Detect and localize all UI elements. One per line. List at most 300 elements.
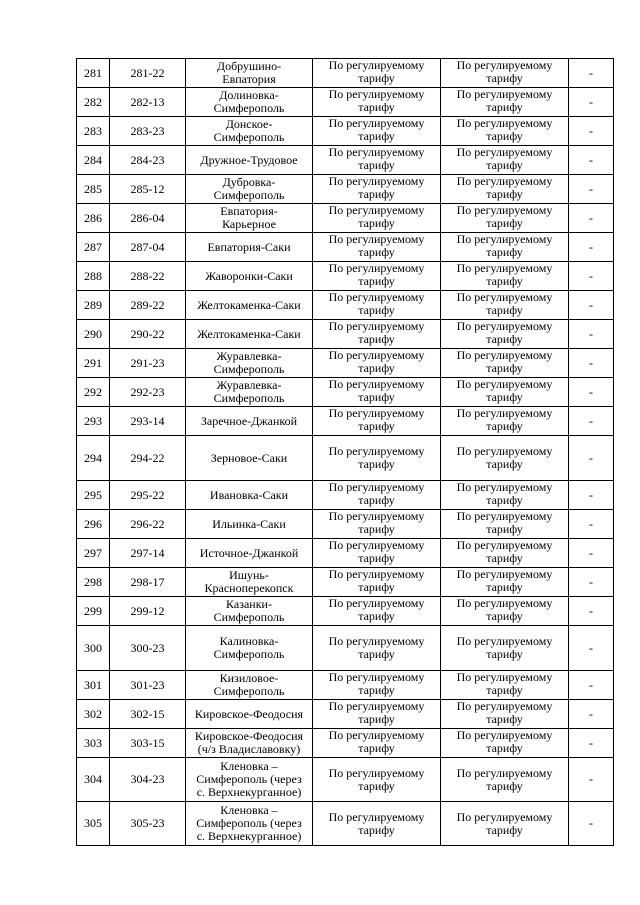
row-number [77,146,110,175]
table-row [77,349,614,378]
tariff-cell-1-text: По регулируемому тарифу [328,480,425,507]
tariff-cell-1 [313,597,441,626]
row-number [77,568,110,597]
tariff-cell-2 [441,758,569,802]
tariff-cell-1 [313,291,441,320]
table-row [77,88,614,117]
row-number-text: 284 [84,152,102,167]
dash-cell-text: - [589,706,593,721]
dash-cell-text: - [589,210,593,225]
table-row [77,626,614,671]
tariff-cell-2 [441,117,569,146]
tariff-cell-1-text: По регулируемому тарифу [328,174,425,201]
tariff-cell-1-text: По регулируемому тарифу [328,203,425,230]
dash-cell [569,117,614,146]
dash-cell-text: - [589,413,593,428]
tariff-cell-1-text: По регулируемому тарифу [328,261,425,288]
route-code-text: 305-23 [130,816,165,830]
dash-cell [569,671,614,700]
tariff-cell-2 [441,671,569,700]
route-code-text: 283-23 [130,123,165,138]
tariff-cell-1 [313,88,441,117]
route-code-text: 285-12 [130,181,165,196]
route-code-text: 295-22 [130,487,165,502]
route-name-text: Желтокаменка-Саки [197,326,301,341]
row-number-text: 287 [84,239,102,254]
route-code-text: 286-04 [130,210,165,225]
tariff-cell-2-text: По регулируемому тарифу [456,348,553,375]
route-name [186,233,313,262]
row-number [77,597,110,626]
dash-cell [569,597,614,626]
row-number-text: 291 [84,355,102,370]
route-name [186,729,313,758]
tariff-cell-1 [313,671,441,700]
tariff-cell-2-text: По регулируемому тарифу [456,809,553,837]
row-number [77,407,110,436]
tariff-cell-1-text: По регулируемому тарифу [328,596,425,623]
tariff-cell-1-text: По регулируемому тарифу [328,634,425,661]
route-name [186,802,313,846]
route-code-text: 303-15 [130,735,165,750]
route-name-text: Евпатория- Карьерное [220,204,278,231]
route-name-text: Источное-Джанкой [199,545,299,560]
table-row [77,262,614,291]
dash-cell-text: - [589,640,593,655]
tariff-cell-1-text: По регулируемому тарифу [328,87,425,114]
dash-cell-text: - [589,384,593,399]
tariff-cell-2-text: По регулируемому тарифу [456,480,553,507]
tariff-cell-2-text: По регулируемому тарифу [456,232,553,259]
dash-cell [569,88,614,117]
tariff-cell-1 [313,320,441,349]
route-name [186,175,313,204]
dash-cell-text: - [589,297,593,312]
dash-cell [569,539,614,568]
row-number [77,481,110,510]
route-name-text: Жаворонки-Саки [205,268,293,283]
route-code-text: 293-14 [130,413,165,428]
tariff-cell-1 [313,626,441,671]
route-name-text: Дружное-Трудовое [200,152,298,167]
tariff-cell-2-text: По регулируемому тарифу [456,699,553,726]
dash-cell-text: - [589,545,593,560]
tariff-cell-1-text: По регулируемому тарифу [328,290,425,317]
row-number-text: 302 [84,706,102,721]
row-number-text: 303 [84,735,102,750]
route-code [110,378,186,407]
route-code [110,407,186,436]
route-code-text: 298-17 [130,574,165,589]
route-code-text: 291-23 [130,355,165,370]
dash-cell [569,802,614,846]
tariff-cell-2 [441,539,569,568]
dash-cell-text: - [589,603,593,618]
dash-cell-text: - [589,677,593,692]
route-name [186,568,313,597]
tariff-cell-2 [441,262,569,291]
tariff-cell-2-text: По регулируемому тарифу [456,87,553,114]
tariff-cell-1 [313,378,441,407]
tariff-cell-1 [313,175,441,204]
row-number-text: 288 [84,268,102,283]
dash-cell-text: - [589,326,593,341]
dash-cell-text: - [589,574,593,589]
route-code [110,88,186,117]
row-number-text: 300 [84,640,102,655]
tariff-cell-2 [441,88,569,117]
row-number [77,671,110,700]
tariff-cell-1-text: По регулируемому тарифу [328,58,425,85]
dash-cell-text: - [589,65,593,80]
route-code-text: 290-22 [130,326,165,341]
route-code-text: 282-13 [130,94,165,109]
route-name [186,436,313,481]
route-name [186,700,313,729]
table-row [77,758,614,802]
row-number [77,510,110,539]
route-name-text: Кировское-Феодосия (ч/з Владиславовку) [194,729,304,756]
row-number [77,700,110,729]
route-name-text: Добрушино- Евпатория [216,59,282,86]
table-row [77,597,614,626]
route-code [110,481,186,510]
route-name-text: Казанки- Симферополь [213,597,285,624]
route-code-text: 296-22 [130,516,165,531]
row-number [77,349,110,378]
tariff-cell-2-text: По регулируемому тарифу [456,116,553,143]
dash-cell [569,626,614,671]
route-name [186,407,313,436]
dash-cell [569,407,614,436]
tariff-cell-2 [441,204,569,233]
tariff-cell-2-text: По регулируемому тарифу [456,58,553,85]
tariff-cell-2 [441,59,569,88]
tariff-cell-1 [313,568,441,597]
routes-table [76,58,614,846]
tariff-cell-1 [313,510,441,539]
route-name [186,671,313,700]
tariff-cell-2 [441,407,569,436]
route-code [110,758,186,802]
row-number [77,729,110,758]
tariff-cell-2 [441,378,569,407]
route-name [186,320,313,349]
tariff-cell-2-text: По регулируемому тарифу [456,634,553,661]
dash-cell [569,378,614,407]
route-name-text: Донское- Симферополь [213,117,285,144]
route-code-text: 302-15 [130,706,165,721]
dash-cell [569,436,614,481]
row-number [77,204,110,233]
route-name-text: Кировское-Феодосия [194,706,304,721]
dash-cell-text: - [589,355,593,370]
route-code-text: 289-22 [130,297,165,312]
table-row [77,175,614,204]
row-number-text: 286 [84,210,102,225]
route-name [186,204,313,233]
table-row [77,407,614,436]
route-code [110,146,186,175]
route-name [186,291,313,320]
row-number [77,262,110,291]
table-row [77,700,614,729]
row-number-text: 289 [84,297,102,312]
route-name-text: Журавлевка- Симферополь [213,378,285,405]
row-number-text: 281 [84,65,102,80]
route-name-text: Ивановка-Саки [209,487,289,502]
tariff-cell-2-text: По регулируемому тарифу [456,377,553,404]
dash-cell-text: - [589,516,593,531]
route-code [110,802,186,846]
tariff-cell-2-text: По регулируемому тарифу [456,670,553,697]
dash-cell-text: - [589,181,593,196]
dash-cell-text: - [589,772,593,786]
route-name-text: Ильинка-Саки [212,516,286,531]
route-name [186,349,313,378]
dash-cell-text: - [589,450,593,465]
dash-cell-text: - [589,816,593,830]
tariff-cell-2-text: По регулируемому тарифу [456,538,553,565]
table-row [77,539,614,568]
table-row [77,729,614,758]
dash-cell [569,320,614,349]
route-name [186,262,313,291]
row-number [77,117,110,146]
table-row [77,481,614,510]
tariff-cell-2-text: По регулируемому тарифу [456,290,553,317]
dash-cell [569,204,614,233]
route-code [110,175,186,204]
tariff-cell-2-text: По регулируемому тарифу [456,444,553,471]
table-row [77,146,614,175]
row-number [77,539,110,568]
route-name [186,597,313,626]
route-code [110,671,186,700]
row-number-text: 296 [84,516,102,531]
row-number-text: 282 [84,94,102,109]
tariff-cell-1 [313,700,441,729]
route-name-text: Зерновое-Саки [210,450,288,465]
tariff-cell-1-text: По регулируемому тарифу [328,699,425,726]
dash-cell-text: - [589,239,593,254]
tariff-cell-1 [313,481,441,510]
dash-cell-text: - [589,268,593,283]
tariff-cell-1-text: По регулируемому тарифу [328,567,425,594]
table-row [77,291,614,320]
row-number [77,436,110,481]
tariff-cell-2 [441,233,569,262]
tariff-cell-1 [313,204,441,233]
route-name [186,510,313,539]
dash-cell [569,291,614,320]
tariff-cell-1 [313,802,441,846]
tariff-cell-1 [313,436,441,481]
route-name [186,758,313,802]
row-number-text: 305 [84,816,102,830]
route-code-text: 299-12 [130,603,165,618]
tariff-cell-2 [441,510,569,539]
route-code-text: 297-14 [130,545,165,560]
route-code-text: 281-22 [130,65,165,80]
dash-cell-text: - [589,735,593,750]
tariff-cell-1-text: По регулируемому тарифу [328,145,425,172]
route-code-text: 294-22 [130,450,165,465]
route-name [186,146,313,175]
route-name-text: Кизиловое- Симферополь [213,671,285,698]
row-number-text: 294 [84,450,102,465]
tariff-cell-2-text: По регулируемому тарифу [456,567,553,594]
tariff-cell-1 [313,59,441,88]
route-code [110,539,186,568]
route-code-text: 292-23 [130,384,165,399]
tariff-cell-2-text: По регулируемому тарифу [456,406,553,433]
table-row [77,378,614,407]
route-code [110,291,186,320]
route-code [110,729,186,758]
route-code [110,117,186,146]
dash-cell [569,146,614,175]
row-number-text: 298 [84,574,102,589]
tariff-cell-1 [313,233,441,262]
table-row [77,510,614,539]
row-number [77,59,110,88]
tariff-cell-1-text: По регулируемому тарифу [328,444,425,471]
route-name-text: Калиновка- Симферополь [213,634,285,661]
tariff-cell-2 [441,729,569,758]
tariff-cell-1 [313,262,441,291]
route-code [110,59,186,88]
dash-cell-text: - [589,487,593,502]
table-row [77,117,614,146]
route-name [186,539,313,568]
tariff-cell-1-text: По регулируемому тарифу [328,116,425,143]
routes-table-body [77,59,614,846]
table-row [77,568,614,597]
route-name [186,378,313,407]
route-name [186,481,313,510]
route-name-text: Заречное-Джанкой [200,413,298,428]
dash-cell-text: - [589,94,593,109]
tariff-cell-1-text: По регулируемому тарифу [328,509,425,536]
tariff-cell-1-text: По регулируемому тарифу [328,765,425,793]
dash-cell [569,510,614,539]
route-code [110,597,186,626]
tariff-cell-2 [441,146,569,175]
route-code-text: 284-23 [130,152,165,167]
dash-cell-text: - [589,123,593,138]
tariff-cell-2-text: По регулируемому тарифу [456,765,553,793]
route-code [110,233,186,262]
table-row [77,59,614,88]
tariff-cell-1-text: По регулируемому тарифу [328,377,425,404]
row-number [77,802,110,846]
route-name [186,117,313,146]
table-row [77,436,614,481]
tariff-cell-1 [313,539,441,568]
tariff-cell-2-text: По регулируемому тарифу [456,145,553,172]
route-name-text: Долиновка- Симферополь [213,88,285,115]
row-number-text: 293 [84,413,102,428]
table-row [77,233,614,262]
route-code [110,349,186,378]
row-number-text: 283 [84,123,102,138]
route-code-text: 288-22 [130,268,165,283]
tariff-cell-1 [313,117,441,146]
route-name-text: Кленовка – Симферополь (через с. Верхнекурганное) [196,803,302,843]
table-row [77,802,614,846]
tariff-cell-1 [313,729,441,758]
row-number [77,291,110,320]
row-number [77,88,110,117]
tariff-cell-2-text: По регулируемому тарифу [456,174,553,201]
row-number-text: 297 [84,545,102,560]
row-number-text: 301 [84,677,102,692]
tariff-cell-2 [441,349,569,378]
tariff-cell-2 [441,320,569,349]
dash-cell [569,729,614,758]
row-number [77,758,110,802]
row-number-text: 295 [84,487,102,502]
route-code [110,436,186,481]
tariff-cell-2-text: По регулируемому тарифу [456,596,553,623]
tariff-cell-2 [441,291,569,320]
route-name [186,88,313,117]
tariff-cell-2 [441,802,569,846]
table-row [77,204,614,233]
tariff-cell-2 [441,568,569,597]
tariff-cell-2 [441,626,569,671]
row-number [77,626,110,671]
route-code [110,320,186,349]
dash-cell [569,568,614,597]
dash-cell [569,758,614,802]
tariff-cell-1 [313,407,441,436]
row-number-text: 292 [84,384,102,399]
row-number [77,233,110,262]
tariff-cell-2 [441,700,569,729]
dash-cell [569,262,614,291]
dash-cell [569,59,614,88]
route-code-text: 304-23 [130,772,165,786]
row-number [77,320,110,349]
route-code [110,510,186,539]
dash-cell [569,481,614,510]
tariff-cell-2-text: По регулируемому тарифу [456,261,553,288]
tariff-cell-1 [313,758,441,802]
tariff-cell-1-text: По регулируемому тарифу [328,232,425,259]
tariff-cell-2 [441,175,569,204]
route-name-text: Ишунь- Красноперекопск [204,568,294,595]
route-code-text: 301-23 [130,677,165,692]
tariff-cell-2-text: По регулируемому тарифу [456,203,553,230]
table-row [77,320,614,349]
tariff-cell-1-text: По регулируемому тарифу [328,809,425,837]
row-number-text: 299 [84,603,102,618]
tariff-cell-1-text: По регулируемому тарифу [328,348,425,375]
route-name-text: Дубровка- Симферополь [213,175,285,202]
row-number-text: 285 [84,181,102,196]
row-number [77,378,110,407]
route-code [110,626,186,671]
dash-cell-text: - [589,152,593,167]
tariff-cell-2-text: По регулируемому тарифу [456,728,553,755]
route-code [110,700,186,729]
tariff-cell-1-text: По регулируемому тарифу [328,728,425,755]
route-name-text: Желтокаменка-Саки [197,297,301,312]
route-code [110,568,186,597]
route-code [110,262,186,291]
